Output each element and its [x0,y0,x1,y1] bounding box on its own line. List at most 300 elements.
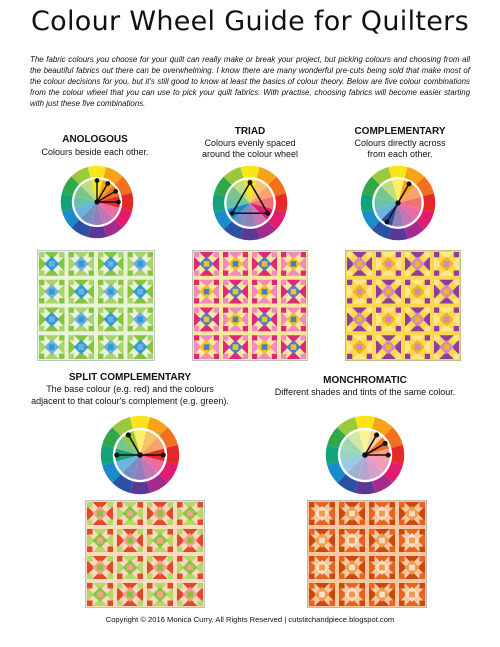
quilt-corner-square [89,335,94,340]
quilt-corner-square [194,335,199,340]
quilt-corner-square [108,583,114,589]
quilt-corner-square [376,271,381,276]
quilt-block-core [409,592,415,598]
quilt-corner-square [301,280,306,285]
quilt-corner-square [252,298,257,303]
quilt-corner-square [69,298,74,303]
quilt-block [369,529,395,552]
quilt-block [128,335,154,359]
quilt-corner-square [223,280,228,285]
quilt-corner-square [390,547,396,553]
quilt-block [147,529,173,552]
quilt-corner-square [128,252,133,257]
quilt-corner-square [425,298,430,303]
quilt-corner-square [339,556,345,562]
quilt-block [223,335,248,359]
quilt-corner-square [39,326,44,331]
quilt-corner-square [223,326,228,331]
quilt-corner-square [198,520,204,526]
quilt-block [87,556,113,579]
quilt-block [434,335,459,359]
quilt-block-core [409,565,415,571]
quilt-corner-square [347,354,352,359]
quilt-corner-square [434,326,439,331]
quilt-corner-square [87,547,93,553]
quilt-corner-square [347,335,352,340]
quilt-corner-square [390,601,396,607]
quilt-corner-square [108,529,114,535]
quilt-block-core [233,317,239,323]
quilt-corner-square [454,252,459,257]
quilt-block-core [187,565,193,571]
quilt-corner-square [138,583,144,589]
quilt-block-core [444,317,450,323]
quilt-corner-square [128,335,133,340]
quilt-corner-square [454,280,459,285]
quilt-block-core [157,511,163,517]
quilt-corner-square [118,252,123,257]
quilt-block-core [291,261,297,267]
quilt-corner-square [69,326,74,331]
quilt-corner-square [118,270,123,275]
split-complementary-quilt-image [85,500,205,608]
quilt-block [281,280,306,304]
quilt-corner-square [194,326,199,331]
quilt-corner-square [147,601,153,607]
quilt-block-core [319,592,325,598]
quilt-corner-square [399,556,405,562]
pointer-dot [161,452,166,457]
quilt-corner-square [148,335,153,340]
triad-desc-line1: Colours evenly spaced [204,138,296,148]
quilt-corner-square [330,601,336,607]
quilt-block-core [409,538,415,544]
quilt-block [177,556,203,579]
quilt-block-core [97,511,103,517]
quilt-corner-square [198,601,204,607]
page-title: Colour Wheel Guide for Quilters [31,6,469,37]
quilt-corner-square [148,270,153,275]
quilt-corner-square [272,280,277,285]
quilt-corner-square [330,529,336,535]
quilt-corner-square [339,502,345,508]
quilt-block [98,280,124,304]
quilt-corner-square [89,280,94,285]
quilt-corner-square [108,502,114,508]
quilt-corner-square [420,547,426,553]
quilt-block [309,556,335,579]
quilt-corner-square [369,556,375,562]
quilt-block-core [97,565,103,571]
quilt-block [369,556,395,579]
quilt-block [309,583,335,606]
quilt-corner-square [272,252,277,257]
quilt-corner-square [309,556,315,562]
quilt-corner-square [420,502,426,508]
quilt-corner-square [147,547,153,553]
quilt-block-core [49,317,55,323]
quilt-corner-square [281,308,286,313]
quilt-corner-square [360,502,366,508]
quilt-block-core [349,511,355,517]
quilt-block-core [291,317,297,323]
quilt-corner-square [59,354,64,359]
quilt-block-core [262,289,268,295]
quilt-corner-square [108,574,114,580]
quilt-corner-square [148,280,153,285]
quilt-block-core [319,511,325,517]
quilt-corner-square [117,574,123,580]
intro-paragraph: The fabric colours you choose for your quilt can really make or break your project, but picking colours and choosing from all the beautiful fabrics out there can be overwhelming. I know there are many wonderful pre-cuts being sold that make most of the colour decisions for you, but it's still good to know at least the basics of colour theory. Below are five colour combinations from the colour wheel that you can use to pick your quilt fabrics. With practise, choosing fabrics will become easier starting with just these five combinations. [30,55,470,108]
quilt-block [281,252,306,276]
pointer-dot [248,180,253,185]
quilt-corner-square [87,520,93,526]
quilt-corner-square [272,326,277,331]
quilt-corner-square [347,308,352,313]
quilt-corner-square [39,335,44,340]
quilt-block-core [78,317,84,323]
quilt-corner-square [360,583,366,589]
quilt-corner-square [369,601,375,607]
wheel-segment [88,166,107,178]
quilt-corner-square [367,252,372,257]
quilt-block [399,556,425,579]
quilt-corner-square [87,574,93,580]
quilt-corner-square [252,308,257,313]
quilt-corner-square [330,556,336,562]
quilt-corner-square [301,326,306,331]
quilt-corner-square [434,308,439,313]
quilt-block [376,335,401,359]
quilt-corner-square [301,308,306,313]
quilt-corner-square [252,326,257,331]
quilt-corner-square [367,326,372,331]
quilt-corner-square [301,252,306,257]
quilt-corner-square [177,547,183,553]
quilt-block [87,502,113,525]
quilt-block-core [137,261,143,267]
quilt-corner-square [223,298,228,303]
quilt-corner-square [396,298,401,303]
quilt-corner-square [330,520,336,526]
wheel-segment [388,228,407,240]
quilt-corner-square [59,280,64,285]
quilt-block-core [127,592,133,598]
quilt-corner-square [272,298,277,303]
quilt-corner-square [214,252,219,257]
quilt-block-core [187,592,193,598]
quilt-block [434,280,459,304]
quilt-corner-square [69,308,74,313]
quilt-block [347,308,372,332]
quilt-corner-square [405,354,410,359]
quilt-corner-square [369,520,375,526]
quilt-corner-square [198,547,204,553]
quilt-block [252,335,277,359]
quilt-corner-square [148,308,153,313]
quilt-corner-square [69,270,74,275]
quilt-corner-square [454,354,459,359]
quilt-block-core [157,592,163,598]
quilt-corner-square [425,335,430,340]
quilt-block [147,583,173,606]
quilt-corner-square [434,252,439,257]
quilt-block-core [49,344,55,350]
quilt-corner-square [369,529,375,535]
quilt-block [309,529,335,552]
quilt-block [252,308,277,332]
quilt-corner-square [252,354,257,359]
quilt-corner-square [223,271,228,276]
quilt-corner-square [117,529,123,535]
triad-quilt-image [192,250,308,361]
quilt-corner-square [301,271,306,276]
quilt-block-core [157,538,163,544]
copyright-footer: Copyright © 2016 Monica Curry. All Rights Reserved | cutstitchandpiece.blogspot.com [105,615,395,624]
quilt-corner-square [59,270,64,275]
quilt-corner-square [147,574,153,580]
quilt-block-core [187,538,193,544]
quilt-corner-square [138,520,144,526]
quilt-corner-square [87,583,93,589]
quilt-block [128,308,154,332]
quilt-corner-square [425,252,430,257]
quilt-corner-square [128,354,133,359]
quilt-corner-square [399,529,405,535]
quilt-corner-square [194,354,199,359]
wheel-segment [213,193,225,212]
quilt-block [399,529,425,552]
quilt-corner-square [405,252,410,257]
quilt-corner-square [128,270,133,275]
quilt-block-core [204,317,210,323]
quilt-block-core [233,344,239,350]
quilt-block [194,308,219,332]
quilt-corner-square [148,252,153,257]
quilt-corner-square [272,354,277,359]
split-complementary-desc-line1: The base colour (e.g. red) and the colours [46,384,214,394]
quilt-corner-square [147,556,153,562]
monochromatic-colour-wheel [325,415,405,495]
quilt-corner-square [390,583,396,589]
quilt-corner-square [281,280,286,285]
quilt-corner-square [194,252,199,257]
quilt-block-core [319,538,325,544]
split-complementary-desc-line2: adjacent to that colour's complement (e.g. green). [31,396,229,406]
quilt-corner-square [360,529,366,535]
quilt-block [339,529,365,552]
quilt-corner-square [69,335,74,340]
quilt-corner-square [39,298,44,303]
quilt-corner-square [272,308,277,313]
quilt-corner-square [243,280,248,285]
quilt-corner-square [399,574,405,580]
quilt-corner-square [168,502,174,508]
quilt-corner-square [434,354,439,359]
quilt-corner-square [177,574,183,580]
quilt-block-core [108,317,114,323]
quilt-block [194,335,219,359]
quilt-corner-square [108,547,114,553]
quilt-corner-square [39,252,44,257]
quilt-block [405,280,430,304]
quilt-block-core [349,565,355,571]
quilt-corner-square [330,574,336,580]
quilt-corner-square [347,326,352,331]
quilt-corner-square [98,335,103,340]
quilt-corner-square [454,308,459,313]
quilt-corner-square [420,556,426,562]
quilt-block-core [386,289,392,295]
quilt-corner-square [420,583,426,589]
split-complementary-title: SPLIT COMPLEMENTARY [68,372,192,383]
quilt-corner-square [108,520,114,526]
quilt-block [147,556,173,579]
complementary-desc-line2: from each other. [367,149,433,159]
quilt-block [399,502,425,525]
quilt-corner-square [376,252,381,257]
wheel-segment [130,481,150,494]
quilt-corner-square [177,502,183,508]
quilt-corner-square [405,298,410,303]
quilt-block [434,308,459,332]
quilt-block-core [357,289,363,295]
quilt-block-core [97,592,103,598]
complementary-title: COMPLEMENTARY [354,126,446,137]
quilt-corner-square [252,271,257,276]
quilt-corner-square [214,308,219,313]
quilt-block [147,502,173,525]
quilt-corner-square [420,601,426,607]
quilt-corner-square [390,502,396,508]
quilt-corner-square [330,502,336,508]
quilt-corner-square [214,280,219,285]
quilt-corner-square [425,326,430,331]
wheel-segment [240,228,259,240]
quilt-block-core [233,261,239,267]
analogous-colour-wheel [60,165,134,239]
quilt-corner-square [128,298,133,303]
quilt-corner-square [367,280,372,285]
quilt-corner-square [138,574,144,580]
quilt-corner-square [69,252,74,257]
quilt-corner-square [223,308,228,313]
quilt-block-core [415,289,421,295]
quilt-corner-square [223,354,228,359]
quilt-corner-square [39,354,44,359]
quilt-corner-square [87,529,93,535]
quilt-corner-square [396,354,401,359]
quilt-block [128,280,154,304]
quilt-block [98,308,124,332]
quilt-corner-square [454,326,459,331]
quilt-corner-square [117,520,123,526]
quilt-corner-square [434,280,439,285]
quilt-corner-square [396,252,401,257]
quilt-corner-square [108,556,114,562]
quilt-block [347,280,372,304]
quilt-block [39,335,65,359]
quilt-corner-square [168,529,174,535]
quilt-block [223,308,248,332]
complementary-desc-line1: Colours directly across [354,138,446,148]
quilt-corner-square [147,583,153,589]
wheel-segment [61,193,73,212]
quilt-corner-square [339,601,345,607]
quilt-corner-square [59,298,64,303]
quilt-corner-square [117,556,123,562]
quilt-corner-square [309,502,315,508]
quilt-corner-square [252,252,257,257]
quilt-corner-square [376,326,381,331]
quilt-block [87,529,113,552]
quilt-corner-square [309,583,315,589]
quilt-corner-square [425,271,430,276]
quilt-corner-square [89,308,94,313]
quilt-corner-square [98,298,103,303]
quilt-corner-square [223,252,228,257]
quilt-block [376,252,401,276]
pointer-dot [386,452,391,457]
wheel-segment [88,226,107,238]
pointer-dot [95,178,100,183]
quilt-block [128,252,154,276]
pointer-dot [407,181,412,186]
pointer-dot [113,189,118,194]
quilt-corner-square [369,574,375,580]
quilt-block-core [49,261,55,267]
quilt-block-core [444,344,450,350]
quilt-corner-square [59,308,64,313]
pointer-dot [230,211,235,216]
quilt-corner-square [281,354,286,359]
quilt-corner-square [281,326,286,331]
pointer-dot [383,441,388,446]
quilt-corner-square [148,326,153,331]
quilt-corner-square [177,529,183,535]
quilt-corner-square [214,271,219,276]
quilt-corner-square [243,252,248,257]
quilt-block-core [204,289,210,295]
quilt-corner-square [425,280,430,285]
quilt-corner-square [367,271,372,276]
analogous-quilt-image [37,250,155,361]
quilt-block [223,252,248,276]
wheel-segment [361,193,373,212]
quilt-corner-square [301,354,306,359]
quilt-block-core [357,317,363,323]
quilt-block-core [349,592,355,598]
quilt-block-core [386,317,392,323]
triad-desc-line2: around the colour wheel [201,149,299,159]
quilt-corner-square [339,547,345,553]
quilt-corner-square [198,556,204,562]
quilt-corner-square [339,583,345,589]
quilt-block [281,308,306,332]
quilt-corner-square [194,308,199,313]
quilt-block [405,252,430,276]
quilt-block-core [349,538,355,544]
quilt-corner-square [390,529,396,535]
quilt-corner-square [214,298,219,303]
quilt-block [69,308,95,332]
quilt-block-core [262,317,268,323]
quilt-corner-square [369,547,375,553]
quilt-block [252,280,277,304]
quilt-block [405,335,430,359]
quilt-corner-square [168,574,174,580]
triad-title: TRIAD [234,126,266,137]
